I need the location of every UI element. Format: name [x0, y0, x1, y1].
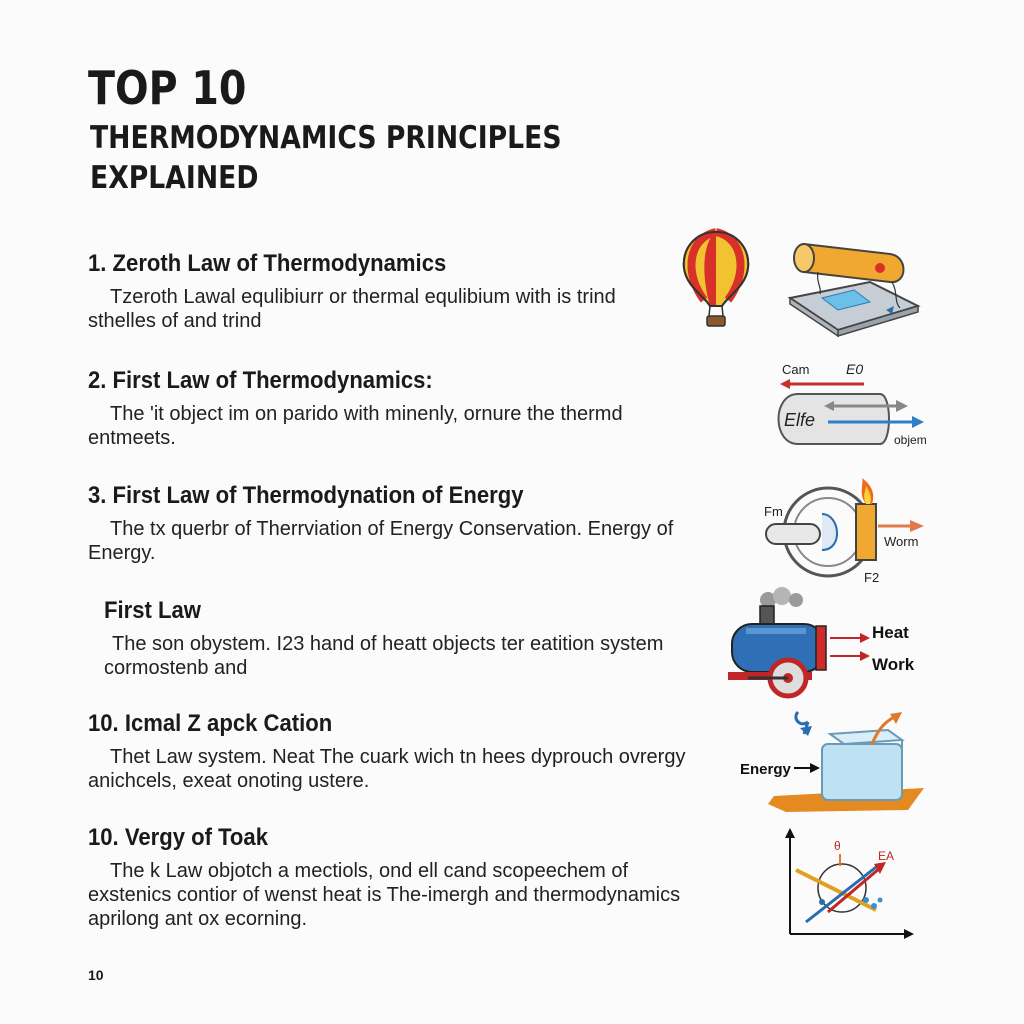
principle-section [88, 481, 688, 565]
principle-section [88, 366, 688, 450]
diagram-label: Heat [872, 623, 909, 642]
principle-section [88, 709, 688, 793]
page-subtitle: THERMODYNAMICS PRINCIPLES EXPLAINED [90, 120, 562, 196]
section-heading: First Law [104, 597, 201, 624]
hot-air-balloon-icon [680, 230, 752, 330]
diagram-label: EA [878, 849, 895, 863]
diagram-label: F2 [864, 570, 880, 585]
principle-section [104, 596, 704, 680]
principle-section [88, 823, 688, 931]
ice-cube-energy-diagram [738, 704, 934, 816]
section-body: Thet Law system. Neat The cuark wich tn hees dyprouch ovrergy anichcels, exeat onoting ustere. [88, 746, 686, 792]
section-heading: 10. Vergy of Toak [88, 824, 268, 851]
section-body: The 'it object im on parido with minenly, ornure the thermd entmeets. [88, 403, 623, 449]
section-heading: 10. Icmal Z apck Cation [88, 710, 333, 737]
energy-flow-diagram [768, 358, 938, 458]
diagram-label: Elfe [784, 410, 816, 430]
piston-flame-diagram [760, 474, 930, 586]
principle-section [88, 249, 688, 333]
diagram-label: Cam [782, 362, 810, 377]
section-body: The k Law objotch a mectiols, ond ell cand scopeechem of exstenics contior of wenst heat is The-imergh and thermodynamics aprilong ant ox ecorning. [88, 860, 681, 930]
steam-engine-diagram [726, 588, 926, 700]
section-body: The son obystem. I23 hand of heatt objects ter eatition system cormostenb and [104, 633, 664, 679]
diagram-label: Work [872, 655, 915, 674]
diagram-label: Energy [740, 761, 791, 778]
thermodynamic-graph-diagram [776, 826, 920, 944]
section-heading: 1. Zeroth Law of Thermodynamics [88, 250, 447, 277]
diagram-label: θ [834, 839, 841, 853]
diagram-label: objem [894, 433, 927, 447]
section-body: The tx querbr of Therrviation of Energy Conservation. Energy of Energy. [88, 518, 674, 564]
section-body: Tzeroth Lawal equlibiurr or thermal equlibium with is trind sthelles of and trind [88, 286, 616, 332]
section-heading: 2. First Law of Thermodynamics: [88, 367, 433, 394]
thermal-contact-icon [782, 232, 922, 342]
diagram-label: E0 [846, 361, 864, 377]
page-number: 10 [88, 967, 104, 983]
diagram-label: Worm [884, 534, 919, 549]
section-heading: 3. First Law of Thermodynation of Energy [88, 482, 524, 509]
page-title: TOP 10 [88, 61, 247, 115]
diagram-label: Fm [764, 504, 783, 519]
